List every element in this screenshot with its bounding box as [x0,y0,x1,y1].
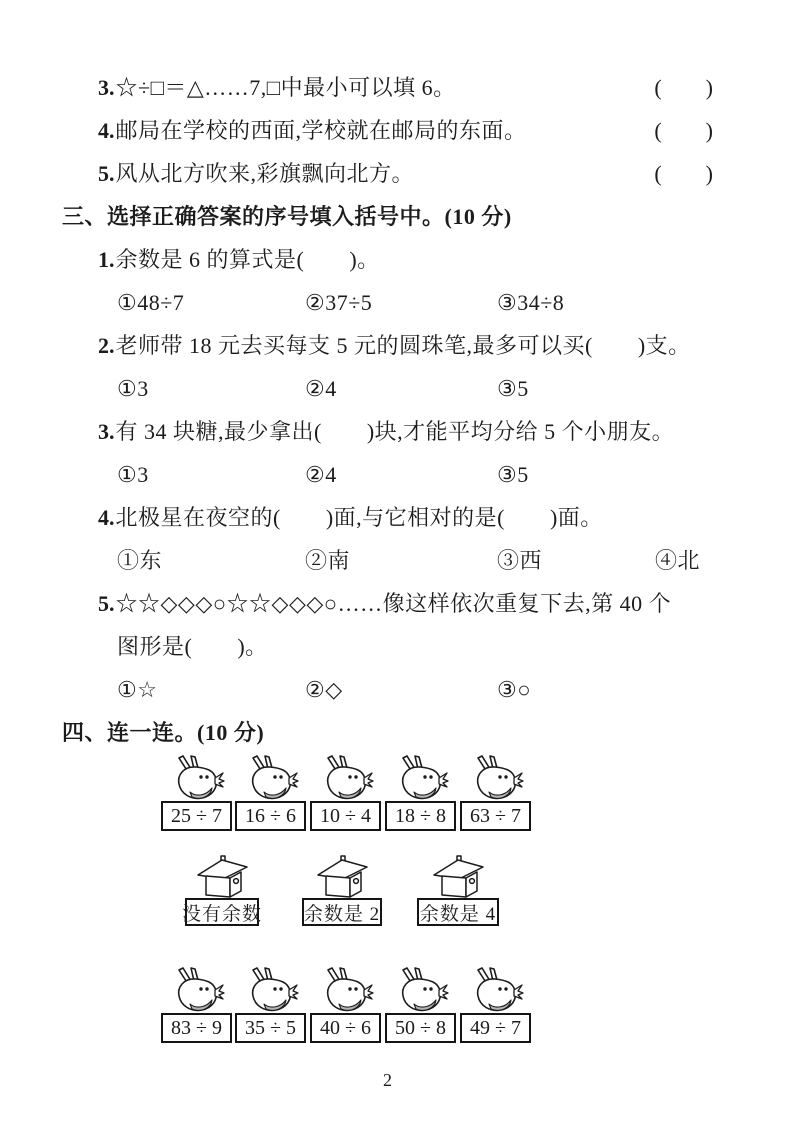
question-text: 风从北方吹来,彩旗飘向北方。 [115,161,415,186]
question-number: 1. [98,247,115,272]
section-4-heading: 四、连一连。(10 分) [62,720,265,745]
match-bottom-item-3 [310,967,381,1043]
question-number: 4. [98,118,115,143]
option-3: ③5 [497,376,529,401]
page-number: 2 [383,1070,392,1090]
judge-item-4-text [98,109,527,152]
question-text: 有 34 块糖,最少拿出( )块,才能平均分给 5 个小朋友。 [115,419,675,444]
bird-icon [242,967,299,1013]
expression-box: 10 ÷ 4 [310,801,381,831]
choice-q4-options [62,539,713,582]
option-1: ①东 [117,548,163,573]
match-house-3 [417,854,499,926]
match-top-item-2 [235,755,306,831]
section-3-heading: 三、选择正确答案的序号填入括号中。(10 分) [62,204,512,229]
match-bottom-item-2 [235,967,306,1043]
option-2: ②4 [305,462,337,487]
judge-item-5-text [98,152,414,195]
expression-box: 50 ÷ 8 [385,1013,456,1043]
expression-box: 18 ÷ 8 [385,801,456,831]
question-text: 老师带 18 元去买每支 5 元的圆珠笔,最多可以买( )支。 [115,333,691,358]
match-bottom-item-5 [460,967,531,1043]
expression-box: 35 ÷ 5 [235,1013,306,1043]
remainder-label-box: 没有余数 [185,898,259,926]
choice-q3-stem [62,410,713,453]
option-2: ②南 [305,548,351,573]
bird-icon [168,755,225,801]
remainder-label-box: 余数是 2 [302,898,382,926]
match-bottom-item-1 [161,967,232,1043]
choice-q3-options [62,453,713,496]
option-1: ①3 [117,462,149,487]
bird-icon [242,755,299,801]
match-bottom-item-4 [385,967,456,1043]
house-icon [193,854,251,898]
match-top-item-4 [385,755,456,831]
judge-item-3 [62,66,713,109]
question-number: 5. [98,161,115,186]
choice-q2-options [62,367,713,410]
option-1: ①48÷7 [117,290,185,315]
choice-q5-options [62,668,713,711]
bird-icon [392,967,449,1013]
judge-item-5 [62,152,713,195]
question-text: 邮局在学校的西面,学校就在邮局的东面。 [115,118,527,143]
match-top-item-1 [161,755,232,831]
choice-q5-stem [62,582,713,625]
house-icon [313,854,371,898]
question-number: 5. [98,591,115,616]
expression-box: 25 ÷ 7 [161,801,232,831]
choice-q1-stem [62,238,713,281]
question-number: 2. [98,333,115,358]
question-number: 4. [98,505,115,530]
choice-q5-stem-line2: 图形是( )。 [117,634,268,659]
bird-icon [467,755,524,801]
expression-box: 40 ÷ 6 [310,1013,381,1043]
option-3: ③34÷8 [497,290,565,315]
match-house-2 [302,854,382,926]
judge-item-4 [62,109,713,152]
question-number: 3. [98,75,115,100]
question-text: ☆☆◇◇◇○☆☆◇◇◇○……像这样依次重复下去,第 40 个 [115,591,672,616]
expression-box: 63 ÷ 7 [460,801,531,831]
question-text: 北极星在夜空的( )面,与它相对的是( )面。 [115,505,603,530]
judge-item-3-text [98,66,456,109]
option-2: ②◇ [305,677,343,702]
option-2: ②4 [305,376,337,401]
option-4: ④北 [655,548,701,573]
bird-icon [317,967,374,1013]
option-3: ③西 [497,548,543,573]
match-top-item-3 [310,755,381,831]
option-3: ③5 [497,462,529,487]
remainder-label-box: 余数是 4 [417,898,499,926]
question-text: ☆÷□＝△……7,□中最小可以填 6。 [115,75,456,100]
answer-parentheses: ( ) [654,161,713,186]
question-number: 3. [98,419,115,444]
match-top-item-5 [460,755,531,831]
choice-q2-stem [62,324,713,367]
house-icon [429,854,487,898]
expression-box: 16 ÷ 6 [235,801,306,831]
option-3: ③○ [497,677,532,702]
match-house-1 [182,854,263,926]
matching-figure [62,754,713,1056]
choice-q1-options [62,281,713,324]
choice-q4-stem [62,496,713,539]
expression-box: 83 ÷ 9 [161,1013,232,1043]
bird-icon [467,967,524,1013]
bird-icon [392,755,449,801]
bird-icon [168,967,225,1013]
option-2: ②37÷5 [305,290,373,315]
answer-parentheses: ( ) [654,118,713,143]
expression-box: 49 ÷ 7 [460,1013,531,1043]
bird-icon [317,755,374,801]
answer-parentheses: ( ) [654,75,713,100]
question-text: 余数是 6 的算式是( )。 [115,247,380,272]
option-1: ①3 [117,376,149,401]
option-1: ①☆ [117,677,158,702]
